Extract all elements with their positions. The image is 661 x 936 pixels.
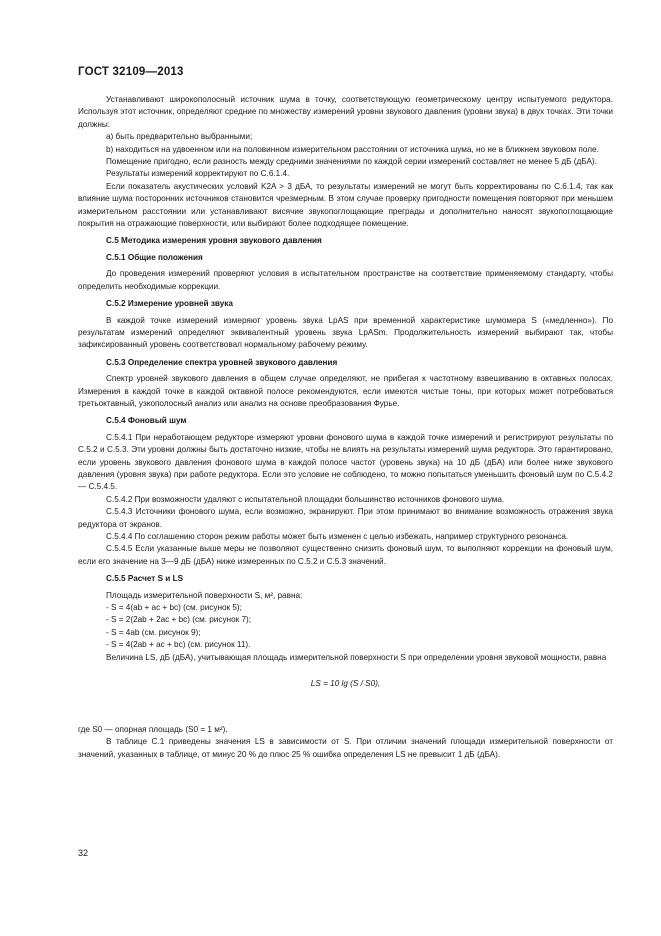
paragraph: До проведения измерений проверяют условия в испытательном пространстве на соответствие применяемому стандарту, чтобы определить необходимые коррекции. [78,269,613,291]
paragraph: С.5.4.2 При возможности удаляют с испытательной площадки большинство источников фонового шума. [106,494,505,504]
section-heading: С.5 Методика измерения уровня звукового давления [106,236,322,246]
list-item: а) быть предварительно выбранными; [106,132,253,142]
section-heading: С.5.4 Фоновый шум [106,416,187,426]
section-heading: С.5.1 Общие положения [106,252,203,262]
paragraph: Площадь измерительной поверхности S, м², равна: [106,590,303,600]
page-number: 32 [78,848,89,858]
paragraph: С.5.4.3 Источники фонового шума, если возможно, экранируют. При этом принимают во внимание возможность отражения звука редуктора от экранов. [78,507,613,529]
formula-item: - S = 2(2ab + 2ac + bc) (см. рисунок 7); [106,615,252,625]
paragraph: Устанавливают широкополосный источник шума в точку, соответствующую геометрическому центру испытуемого редуктора. Используя этот источник, определяют средние по множеству измерений уровни звукового давления (уровни звука) в двух точках. Эти точки должны: [78,95,613,129]
paragraph: Величина LS, дБ (дБА), учитывающая площадь измерительной поверхности S при определении уровня звуковой мощности, равна [106,652,607,662]
formula-item: - S = 4ab (см. рисунок 9); [106,627,201,637]
list-item: b) находиться на удвоенном или на половинном измерительном расстоянии от источника шума, но не в ближнем звуковом поле. [106,144,599,154]
section-heading: С.5.2 Измерение уровней звука [106,299,233,309]
paragraph: С.5.4.1 При неработающем редукторе измеряют уровни фонового шума в каждой точке измерений и регистрируют результаты по С.5.2 и С.5.3. Эти уровни должны быть достаточно низкие, чтобы не влиять на результаты измерений шума редуктора. Это гарантировано, если уровень звукового давления фонового шума в каждой полосе частот (уровень звука) на 10 дБ (дБА) или более ниже звукового давления (уровня звука) при работе редуктора. Если это условие не соблюдено, то можно попытаться уменьшить фоновый шум по С.5.4.2 — С.5.4.5. [78,432,613,492]
formula-item: - S = 4(2ab + ac + bc) (см. рисунок 11). [106,640,251,650]
section-heading: С.5.5 Расчет S и LS [106,574,184,584]
paragraph: С.5.4.5 Если указанные выше меры не позволяют существенно снизить фоновый шум, то выполняют коррекции на фоновый шум, если его значение на 3—9 дБ (дБА) ниже измеренных по С.5.2 и С.5.3 значений. [78,544,613,566]
formula-text: LS = 10 lg (S / S0), [310,679,381,689]
document-body [78,94,613,761]
paragraph: Помещение пригодно, если разность между средними значениями по каждой серии измерений составляет не менее 5 дБ (дБА). [106,157,597,167]
formula-item: - S = 4(ab + ac + bc) (см. рисунок 5); [106,603,242,613]
paragraph: С.5.4.4 По соглашению сторон режим работы может быть изменен с целью избежать, например структурного резонанса. [106,532,569,541]
paragraph: Если показатель акустических условий K2A > 3 дБА, то результаты измерений не могут быть корректированы по С.6.1.4, так как влияние шума посторонних источников становится чрезмерным. В этом случае проверку пригодности помещения повторяют при меньшем измерительном расстоянии или устанавливают висячие звукопоглощающие преграды и дополнительно наносят звукопоглощающие покрытия на отражающие поверхности, или выбирают более подходящее помещение. [78,181,613,229]
paragraph: Результаты измерений корректируют по С.6.1.4. [106,169,290,179]
section-heading: С.5.3 Определение спектра уровней звукового давления [106,357,338,367]
paragraph: Спектр уровней звукового давления в общем случае определяют, не прибегая к частотному взвешиванию в октавных полосах. Измерения в каждой точке в каждой октавной полосе рекомендуются, если имеются чистые тоны, при которых может потребоваться третьоктавный, узкополосный анализ или анализ на основе преобразования Фурье. [78,374,613,408]
document-header: ГОСТ 32109—2013 [78,66,184,78]
paragraph: В таблице С.1 приведены значения LS в зависимости от S. При отличии значений площади измерительной поверхности от значений, указанных в таблице, от минус 20 % до плюс 25 % ошибка определения LS не превысит 1 дБ (дБА). [78,737,613,759]
paragraph: где S0 — опорная площадь (S0 = 1 м²). [78,725,228,735]
paragraph: В каждой точке измерений измеряют уровень звука LpAS при временной характеристике шумомера S («медленно»). По результатам измерений определяют эквивалентный уровень звука LpASm. Продолжительность измерений выбирают так, чтобы зафиксированный уровень соответствовал нормальному рабочему режиму. [78,315,613,350]
formula [78,678,613,710]
